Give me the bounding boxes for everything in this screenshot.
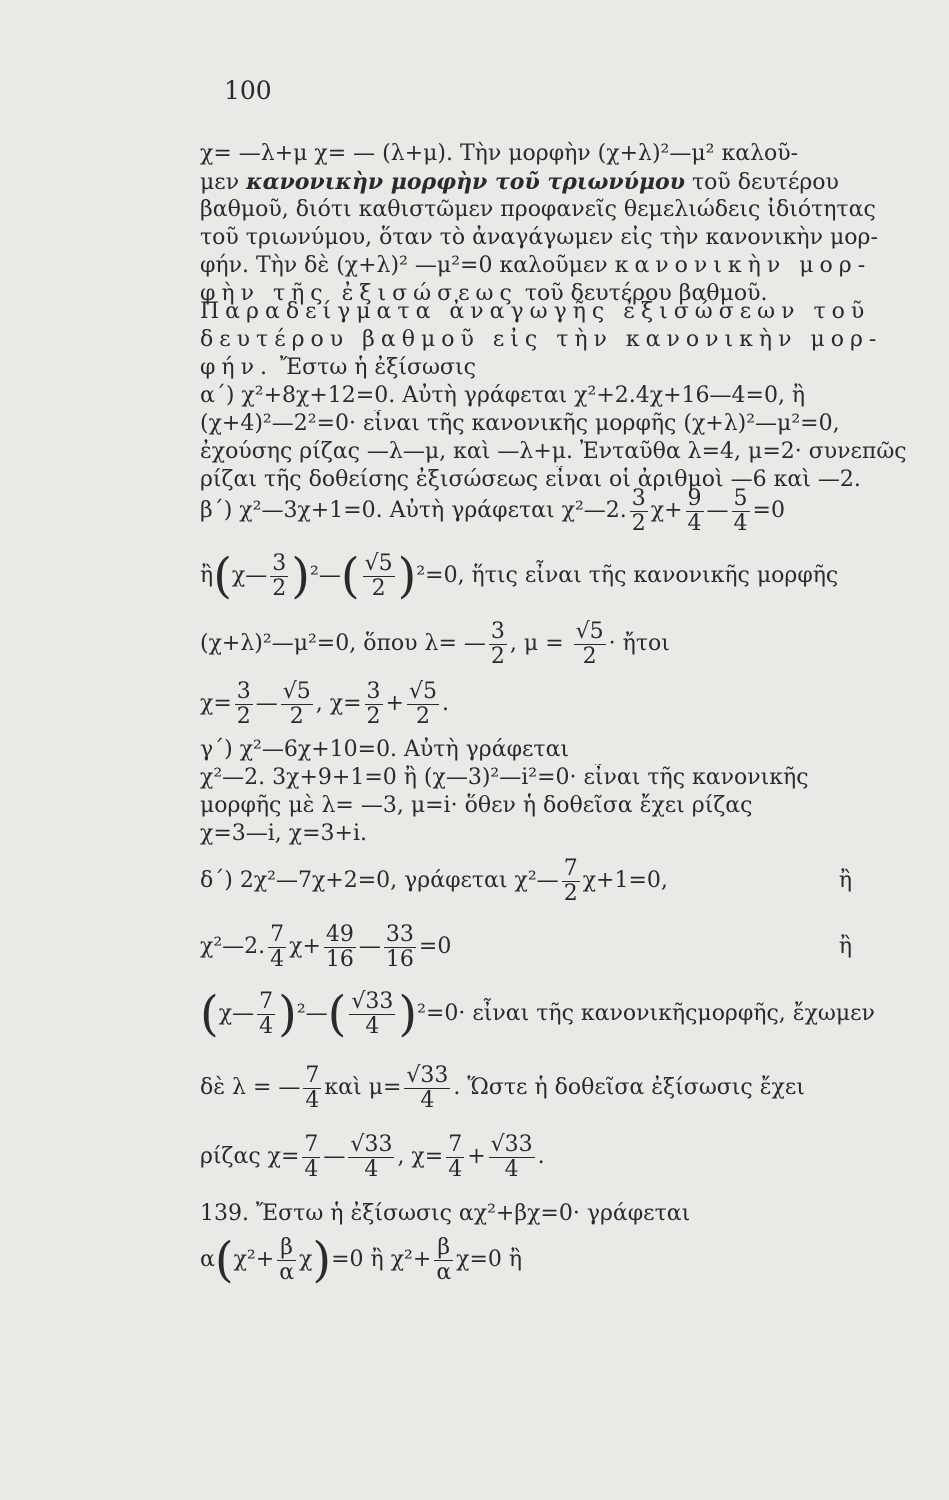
example-b-line: ἢ(χ— $\frac{3}{2}$ )²—( $\frac{√5}{2}$ )²=0, ἥτις εἶναι τῆς κανονικῆς μορφῆς [200, 548, 839, 604]
example-a-line: ἐχούσης ρίζας —λ—μ, καὶ —λ+μ. Ἐνταῦθα λ=4, μ=2· συνεπῶς [200, 439, 907, 464]
section-heading: φήν. Ἔστω ἡ ἐξίσωσις [200, 355, 476, 380]
term-canonical-form: κανονικὴν μορφὴν τοῦ τριωνύμου [246, 169, 685, 195]
example-b-roots: χ= $\frac{3}{2}$ — $\frac{√5}{2}$ , χ= $\frac{3}{2}$ + $\frac{√5}{2}$ . [200, 678, 449, 729]
example-b-line: (χ+λ)²—μ²=0, ὅπου λ= — $\frac{3}{2}$ , μ = $\frac{√5}{2}$ · ἤτοι [200, 618, 670, 669]
example-c-line: γ΄) χ²—6χ+10=0. Αὐτὴ γράφεται [200, 737, 570, 762]
example-a-line: (χ+4)²—2²=0· εἶναι τῆς κανονικῆς μορφῆς (χ+λ)²—μ²=0, [200, 411, 840, 436]
example-d-line: δ΄) 2χ²—7χ+2=0, γράφεται χ²— $\frac{7}{2}$ χ+1=0, ἢ [200, 855, 852, 906]
example-d-line: δὲ λ = — $\frac{7}{4}$ καὶ μ= $\frac{√33}{4}$ . Ὥστε ἡ δοθεῖσα ἐξίσωσις ἔχει [200, 1062, 805, 1113]
example-c-line: μορφῆς μὲ λ= —3, μ=i· ὅθεν ἡ δοθεῖσα ἔχει ρίζας [200, 793, 753, 818]
example-c-line: χ²—2. 3χ+9+1=0 ἢ (χ—3)²—i²=0· εἶναι τῆς κανονικῆς [200, 765, 809, 790]
section-heading: δευτέρου βαθμοῦ εἰς τὴν κανονικὴν μορ- [200, 327, 883, 352]
example-c-line: χ=3—i, χ=3+i. [200, 821, 368, 846]
example-a-line: α΄) χ²+8χ+12=0. Αὐτὴ γράφεται χ²+2.4χ+16—4=0, ἢ [200, 383, 806, 408]
text-line: χ= —λ+μ χ= — (λ+μ). Τὴν μορφὴν (χ+λ)²—μ² καλοῦ- [200, 141, 799, 166]
text-line: τοῦ τριωνύμου, ὅταν τὸ ἀναγάγωμεν εἰς τὴν κανονικὴν μορ- [200, 225, 878, 250]
example-d-line: (χ— $\frac{7}{4}$ )²—( $\frac{√33}{4}$ )²=0· εἶναι τῆς κανονικῆςμορφῆς, ἔχωμεν [200, 986, 875, 1042]
example-a-line: ρίζαι τῆς δοθείσης ἐξισώσεως εἶναι οἱ ἀριθμοὶ —6 καὶ —2. [200, 467, 861, 492]
section-139-equation: α(χ²+ $\frac{\beta}{\alpha}$ χ)=0 ἢ χ²+ $\frac{\beta}{\alpha}$ χ=0 ἢ [200, 1232, 523, 1288]
page-number: 100 [224, 76, 272, 105]
example-b-line: β΄) χ²—3χ+1=0. Αὐτὴ γράφεται χ²—2. $\frac{3}{2}$ χ+ $\frac{9}{4}$ — $\frac{5}{4}$ =0 [200, 485, 785, 536]
section-heading: Παραδείγματα ἀναγωγῆς ἐξισώσεων τοῦ [200, 299, 871, 324]
section-139-line: 139. Ἔστω ἡ ἐξίσωσις αχ²+βχ=0· γράφεται [200, 1201, 691, 1226]
example-d-roots: ρίζας χ= $\frac{7}{4}$ — $\frac{√33}{4}$ , χ= $\frac{7}{4}$ + $\frac{√33}{4}$ . [200, 1131, 545, 1182]
text-line: φήν. Τὴν δὲ (χ+λ)² —μ²=0 καλοῦμεν κανονικὴν μορ- [200, 253, 872, 278]
text-line: βαθμοῦ, διότι καθιστῶμεν προφανεῖς θεμελιώδεις ἰδιότητας [200, 197, 876, 222]
text-line: φὴν τῆς ἐξισώσεως τοῦ δευτέρου βαθμοῦ. [200, 281, 768, 306]
example-d-line: χ²—2. $\frac{7}{4}$ χ+ $\frac{49}{16}$ — $\frac{33}{16}$ =0 ἢ [200, 921, 852, 972]
text-line: μεν κανονικὴν μορφὴν τοῦ τριωνύμου τοῦ δευτέρου [200, 169, 839, 195]
